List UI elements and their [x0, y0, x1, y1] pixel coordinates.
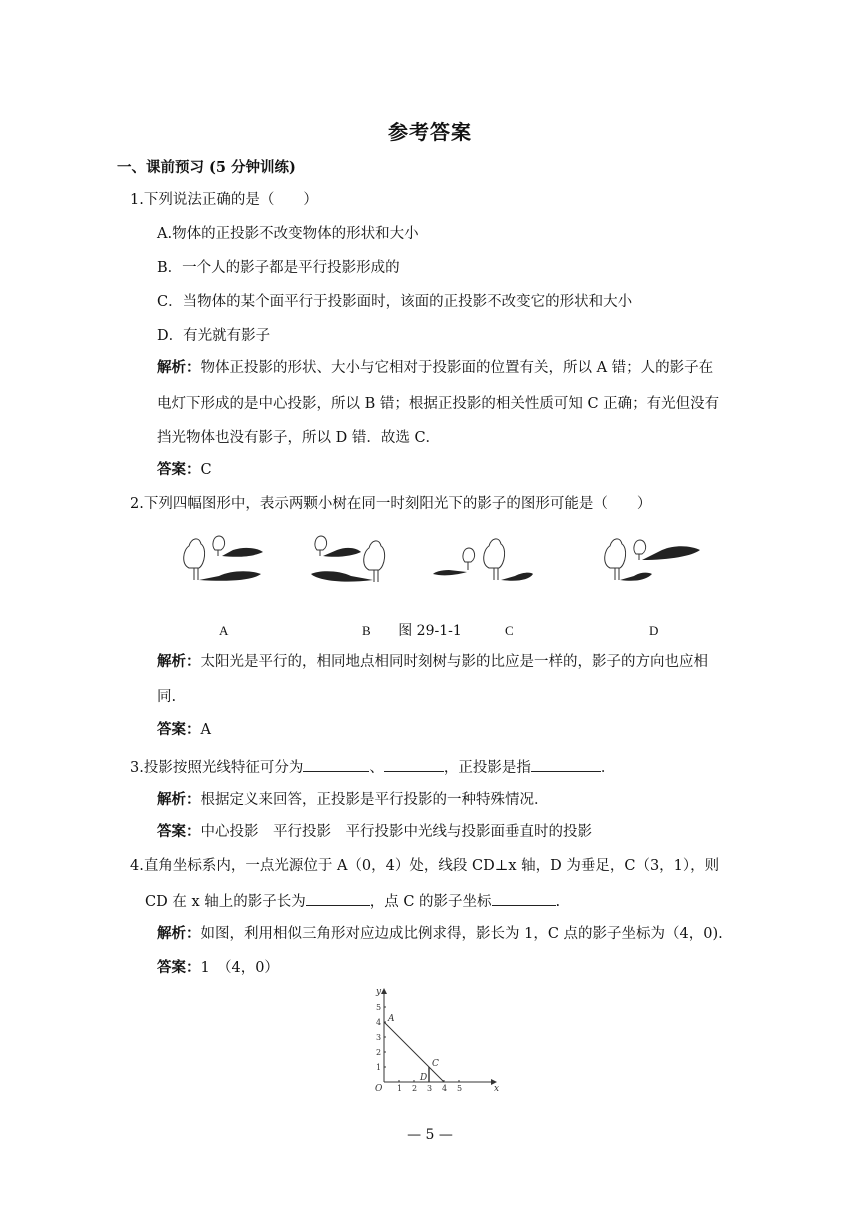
answer-blank[interactable]	[384, 756, 444, 772]
q1-analysis-line-2: 电灯下形成的是中心投影，所以 B 错；根据正投影的相关性质可知 C 正确；有光但没有	[157, 396, 720, 412]
q1-analysis-line-1: 解析：物体正投影的形状、大小与它相对于投影面的位置有关，所以 A 错；人的影子在	[157, 359, 714, 376]
q1-option-d: D．有光就有影子	[157, 328, 271, 344]
q3-analysis: 解析：根据定义来回答，正投影是平行投影的一种特殊情况．	[157, 791, 549, 808]
q1-option-a: A.物体的正投影不改变物体的形状和大小	[157, 226, 419, 242]
q3-stem: 3.投影按照光线特征可分为 、 ，正投影是指 ．	[130, 756, 615, 778]
analysis-label: 解析：	[157, 925, 201, 942]
q4-stem-line-1: 4.直角坐标系内，一点光源位于 A（0，4）处，线段 CD⊥x 轴，D 为垂足，C（3，1），则	[130, 858, 720, 874]
q2-analysis-line-1: 解析：太阳光是平行的，相同地点相同时刻树与影的比应是一样的，影子的方向也应相	[157, 653, 708, 670]
q2-analysis-line-2: 同.	[157, 689, 177, 705]
answer-label: 答案：	[157, 721, 201, 738]
answer-blank[interactable]	[531, 756, 601, 772]
q2-stem: 2.下列四幅图形中，表示两颗小树在同一时刻阳光下的影子的图形可能是（ ）	[130, 496, 652, 512]
figure-label-b: B	[362, 623, 371, 638]
y-axis-label: y	[376, 987, 382, 997]
x-tick-label: 5	[457, 1084, 463, 1093]
answer-label: 答案：	[157, 823, 201, 840]
answer-label: 答案：	[157, 461, 201, 478]
point-c-label: C	[432, 1059, 439, 1069]
x-axis-label: x	[494, 1084, 500, 1094]
section-heading: 一、课前预习 (5 分钟训练)	[117, 159, 296, 176]
page-title: 参考答案	[388, 120, 472, 144]
coordinate-graph	[370, 985, 510, 1095]
q2-answer: 答案：A	[157, 721, 211, 738]
point-a-label: A	[388, 1014, 395, 1024]
tree-shadow-figure-b	[307, 528, 407, 608]
y-tick-label: 2	[376, 1048, 382, 1057]
x-tick-label: 3	[427, 1084, 433, 1093]
x-tick-label: 4	[442, 1084, 448, 1093]
q1-stem: 1.下列说法正确的是（ ）	[130, 192, 318, 208]
q1-option-b: B．一个人的影子都是平行投影形成的	[157, 260, 400, 276]
analysis-label: 解析：	[157, 653, 201, 670]
q4-stem-line-2: CD 在 x 轴上的影子长为 ，点 C 的影子坐标 .	[145, 890, 560, 912]
light-ray-line	[384, 1022, 444, 1082]
answer-label: 答案：	[157, 959, 201, 976]
point-d-label: D	[420, 1073, 428, 1083]
x-tick-label: 2	[412, 1084, 418, 1093]
q1-analysis-line-3: 挡光物体也没有影子，所以 D 错．故选 C．	[157, 430, 441, 446]
y-tick-label: 4	[376, 1018, 382, 1027]
q4-analysis: 解析：如图，利用相似三角形对应边成比例求得，影长为 1，C 点的影子坐标为（4，0).	[157, 925, 723, 942]
answer-blank[interactable]	[306, 890, 370, 906]
analysis-label: 解析：	[157, 359, 201, 376]
figure-caption: 图 29-1-1	[398, 623, 462, 639]
tree-shadow-figure-a	[175, 528, 275, 608]
page-number: — 5 —	[407, 1127, 453, 1143]
origin-label: O	[375, 1084, 383, 1094]
figure-label-d: D	[649, 623, 659, 638]
x-tick-label: 1	[397, 1084, 403, 1093]
figure-label-c: C	[505, 623, 514, 638]
answer-blank[interactable]	[303, 756, 369, 772]
y-tick-label: 1	[376, 1063, 382, 1072]
y-tick-label: 3	[376, 1033, 382, 1042]
q1-answer: 答案：C	[157, 461, 212, 478]
analysis-label: 解析：	[157, 791, 201, 808]
answer-blank[interactable]	[492, 890, 556, 906]
y-tick-label: 5	[376, 1003, 382, 1012]
q3-answer: 答案：中心投影 平行投影 平行投影中光线与投影面垂直时的投影	[157, 823, 592, 840]
q4-answer: 答案：1 （4，0）	[157, 959, 279, 976]
tree-shadow-figure-d	[600, 528, 700, 608]
q1-option-c: C．当物体的某个面平行于投影面时，该面的正投影不改变它的形状和大小	[157, 294, 633, 310]
figure-label-a: A	[219, 623, 229, 638]
tree-shadow-figure-c	[433, 528, 533, 608]
